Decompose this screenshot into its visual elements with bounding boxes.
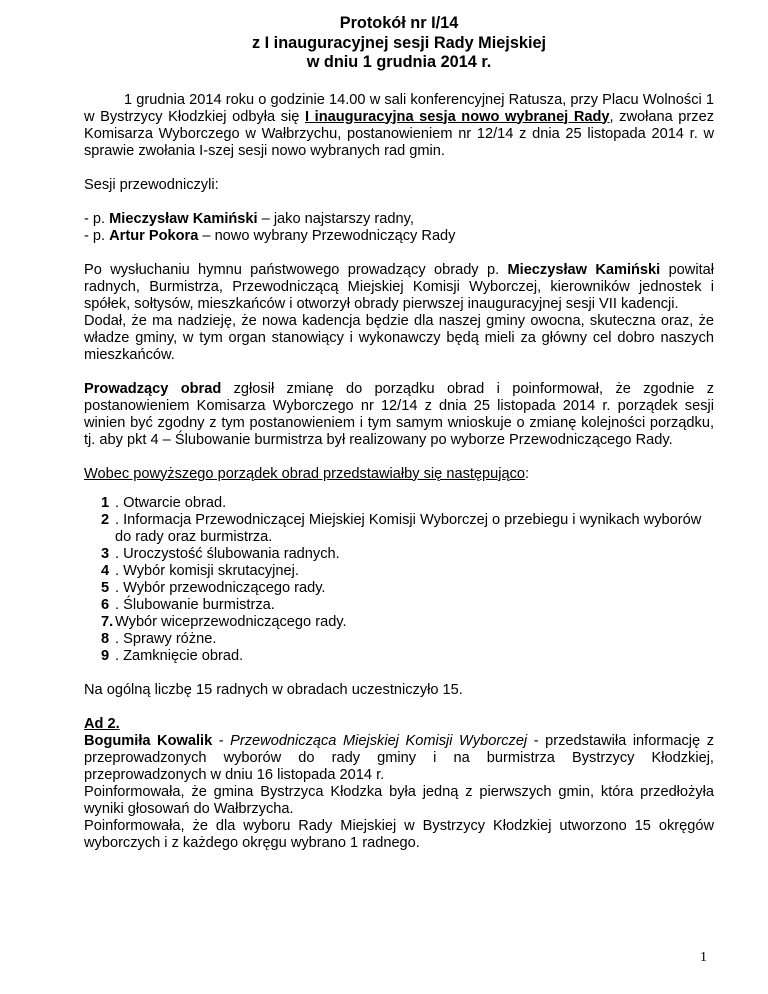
agenda-item [101,546,714,563]
agenda-item-text: Wybór wiceprzewodniczącego rady. [115,613,347,630]
ad2-paragraph [84,733,714,784]
agenda-item-number: 3 [101,545,110,562]
agenda-item-text: . Wybór komisji skrutacyjnej. [115,562,299,579]
opening-paragraph [84,262,714,313]
agenda-item-number: 4 [101,562,110,579]
agenda-item-text: . Sprawy różne. [115,630,217,647]
chair-prefix: - p. [84,210,110,227]
agenda-item [101,614,714,631]
ad2-heading-text: Ad 2. [84,715,120,732]
agenda-item-number: 6 [101,596,110,613]
chair-role: – jako najstarszy radny, [257,210,414,227]
opening-text-continued: powitał radnych, Burmistrza, Przewodniczącą Miejskiej Komisji Wyborczej, kierowników jednostek i spółek, sołtysów, mieszkańców i otworzył obrady pierwszej inauguracyjnej sesji VII kadencji. [84,261,714,312]
agenda-item [101,563,714,580]
agenda-heading [84,466,714,483]
agenda-item-number: 2 [101,511,110,528]
agenda-item-number: 9 [101,647,110,664]
agenda-item-text: . Informacja Przewodniczącej Miejskiej Komisji Wyborczej o przebiegu i wynikach wyborów do rady oraz burmistrza. [115,511,702,545]
agenda-item [101,597,714,614]
agenda-item [101,631,714,648]
change-text: zgłosił zmianę do porządku obrad i poinformował, że zgodnie z postanowieniem Komisarza Wyborczego nr 12/14 z dnia 25 listopada 2014 r. porządek sesji winien być zgodny z tym postanowieniem i tym samym wnioskuje o zmianę kolejności porządku, tj. aby pkt 4 – Ślubowanie burmistrza był realizowany po wyborze Przewodniczącego Rady. [84,380,714,448]
agenda-item [101,648,714,665]
agenda-item-text: . Otwarcie obrad. [115,494,227,511]
agenda-item [101,580,714,597]
agenda-item-text: . Uroczystość ślubowania radnych. [115,545,340,562]
title-line-3: w dniu 1 grudnia 2014 r. [306,53,492,71]
ad2-heading [84,716,714,733]
intro-text-continued: , zwołana przez Komisarza Wyborczego w Wałbrzychu, postanowieniem nr 12/14 z dnia 25 listopada 2014 r. w sprawie zwołania I-szej sesji nowo wybranych rad gmin. [84,108,714,159]
chairs-list [84,211,714,245]
chair-name: Artur Pokora [109,227,199,244]
agenda-item-number: 7. [101,613,114,630]
chair-name: Mieczysław Kamiński [507,261,661,278]
agenda-list [84,495,714,665]
agenda-item [101,495,714,512]
chair-prefix: - p. [84,227,110,244]
agenda-item-text: . Zamknięcie obrad. [115,647,244,664]
agenda-item [101,512,714,546]
ad2-paragraph-3: Poinformowała, że dla wyboru Rady Miejskiej w Bystrzycy Kłodzkiej utworzono 15 okręgów wyborczych i z każdego okręgu wybrano 1 radnego. [84,817,714,851]
speaker-role: Przewodnicząca Miejskiej Komisji Wyborczej [230,732,528,749]
chair-name: Mieczysław Kamiński [109,210,258,227]
agenda-item-text: . Ślubowanie burmistrza. [115,596,275,613]
title-line-2: z I inauguracyjnej sesji Rady Miejskiej [251,33,547,52]
presiding-label: Prowadzący obrad [84,380,222,397]
session-name: I inauguracyjna sesja nowo wybranej Rady [305,108,610,125]
chair-role: – nowo wybrany Przewodniczący Rady [198,227,456,244]
agenda-item-number: 5 [101,579,110,596]
title-line-1: Protokół nr I/14 [339,14,459,32]
agenda-heading-colon: : [525,465,530,482]
agenda-item-number: 8 [101,630,110,647]
ad2-paragraph-2: Poinformowała, że gmina Bystrzyca Kłodzka była jedną z pierwszych gmin, która przedłożyła wyniki głosowań do Wałbrzycha. [84,783,714,817]
speaker-name: Bogumiła Kowalik [84,732,213,749]
chairs-heading: Sesji przewodniczyli: [84,176,219,193]
agenda-heading-text: Wobec powyższego porządek obrad przedstawiałby się następująco [84,465,526,482]
opening-text: Po wysłuchaniu hymnu państwowego prowadzący obrady p. [84,261,508,278]
separator: - [212,732,231,749]
attendance-paragraph: Na ogólną liczbę 15 radnych w obradach uczestniczyło 15. [84,681,463,698]
opening-paragraph-2: Dodał, że ma nadzieję, że nowa kadencja będzie dla naszej gminy owocna, skuteczna oraz, że władze gminy, w tym organ stanowiący i wykonawczy będą mieli za główny cel dobro naszych mieszkańców. [84,312,714,363]
document-title [84,14,714,73]
agenda-change-paragraph [84,381,714,449]
document-body [84,14,714,852]
intro-text: 1 grudnia 2014 roku o godzinie 14.00 w sali konferencyjnej Ratusza, przy Placu Wolności 1 w Bystrzycy Kłodzkiej odbyła się [84,91,714,125]
ad2-text: - przedstawiła informację z przeprowadzonych wyborów do rady gminy i na burmistrza Bystrzycy Kłodzkiej, przeprowadzonych w dniu 16 listopada 2014 r. [84,732,714,783]
agenda-item-number: 1 [101,494,110,511]
intro-paragraph [84,92,714,160]
page-number: 1 [700,950,707,965]
agenda-item-text: . Wybór przewodniczącego rady. [115,579,326,596]
